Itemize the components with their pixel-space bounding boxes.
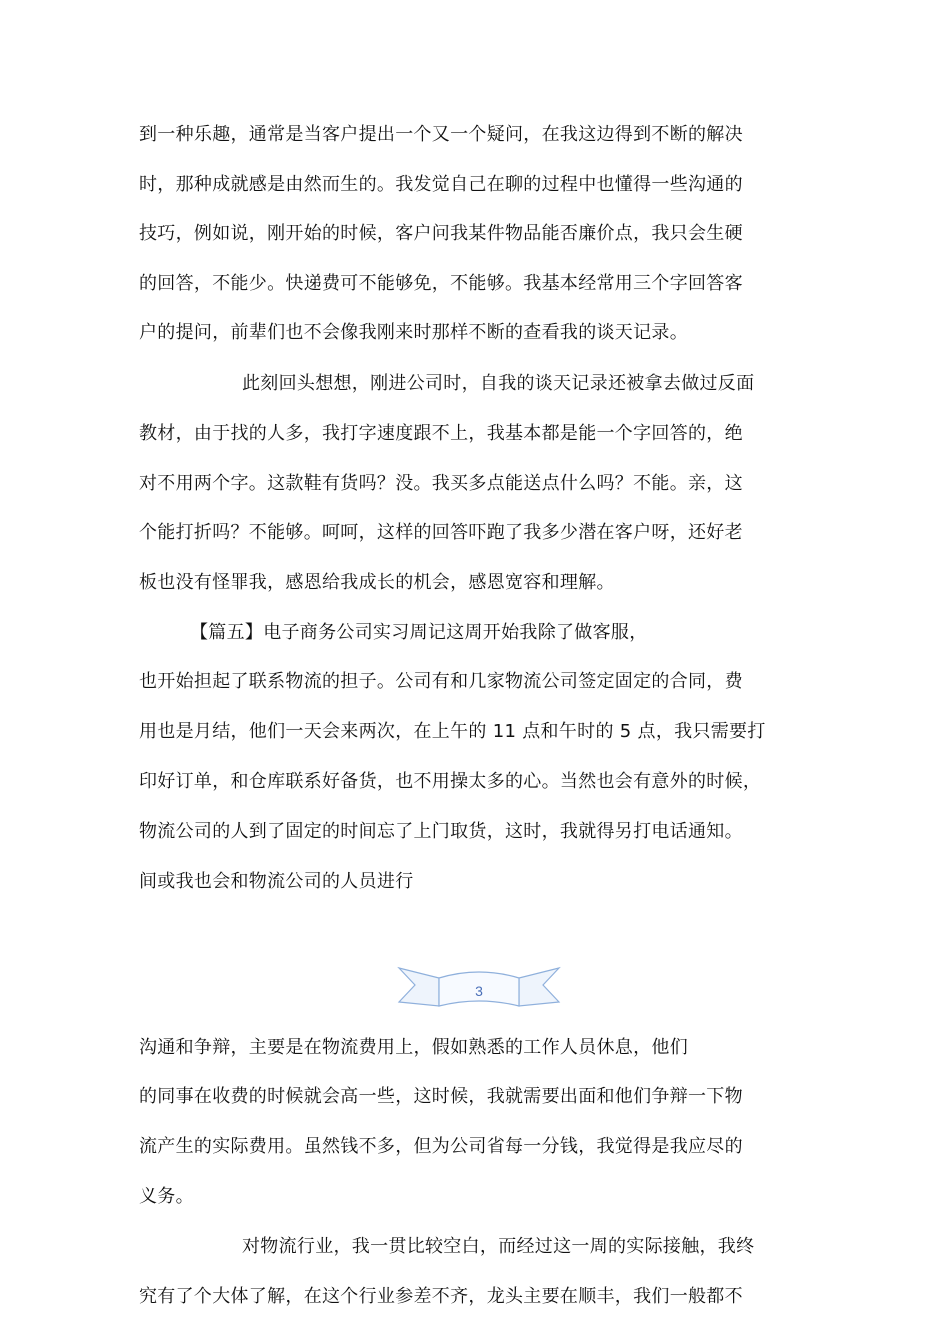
paragraph-line: 用也是月结，他们一天会来两次，在上午的 11 点和午时的 5 点，我只需要打: [139, 721, 766, 742]
paragraph-line: 印好订单，和仓库联系好备货，也不用操太多的心。当然也会有意外的时候，: [139, 771, 762, 792]
paragraph-line: 间或我也会和物流公司的人员进行: [139, 871, 414, 892]
paragraph-line: 教材，由于找的人多，我打字速度跟不上，我基本都是能一个字回答的，绝: [139, 423, 743, 444]
paragraph-line: 户的提问，前辈们也不会像我刚来时那样不断的查看我的谈天记录。: [139, 322, 688, 343]
paragraph-line: 时，那种成就感是由然而生的。我发觉自己在聊的过程中也懂得一些沟通的: [139, 174, 743, 195]
paragraph-line: 对不用两个字。这款鞋有货吗？没。我买多点能送点什么吗？不能。亲，这: [139, 473, 743, 494]
paragraph-line: 到一种乐趣，通常是当客户提出一个又一个疑问，在我这边得到不断的解决: [139, 124, 743, 145]
paragraph-line: 对物流行业，我一贯比较空白，而经过这一周的实际接触，我终: [242, 1236, 755, 1257]
paragraph-line: 个能打折吗？不能够。呵呵，这样的回答吓跑了我多少潜在客户呀，还好老: [139, 522, 743, 543]
paragraph-line: 物流公司的人到了固定的时间忘了上门取货，这时，我就得另打电话通知。: [139, 821, 743, 842]
page-number-ribbon: [397, 962, 561, 1012]
section-heading-line: 【篇五】电子商务公司实习周记这周开始我除了做客服，: [190, 622, 648, 643]
paragraph-line: 究有了个大体了解，在这个行业参差不齐，龙头主要在顺丰，我们一般都不: [139, 1286, 743, 1307]
paragraph-line: 沟通和争辩，主要是在物流费用上，假如熟悉的工作人员休息，他们: [139, 1037, 688, 1058]
paragraph-line: 义务。: [139, 1186, 194, 1207]
paragraph-line: 也开始担起了联系物流的担子。公司有和几家物流公司签定固定的合同，费: [139, 671, 743, 692]
paragraph-line: 的回答，不能少。快递费可不能够免，不能够。我基本经常用三个字回答客: [139, 273, 743, 294]
paragraph-line: 板也没有怪罪我，感恩给我成长的机会，感恩宽容和理解。: [139, 572, 615, 593]
paragraph-line: 流产生的实际费用。虽然钱不多，但为公司省每一分钱，我觉得是我应尽的: [139, 1136, 743, 1157]
paragraph-line: 技巧，例如说，刚开始的时候，客户问我某件物品能否廉价点，我只会生硬: [139, 223, 743, 244]
paragraph-line: 此刻回头想想，刚进公司时，自我的谈天记录还被拿去做过反面: [242, 373, 755, 394]
paragraph-line: 的同事在收费的时候就会高一些，这时候，我就需要出面和他们争辩一下物: [139, 1086, 743, 1107]
page-number: 3: [475, 983, 483, 999]
